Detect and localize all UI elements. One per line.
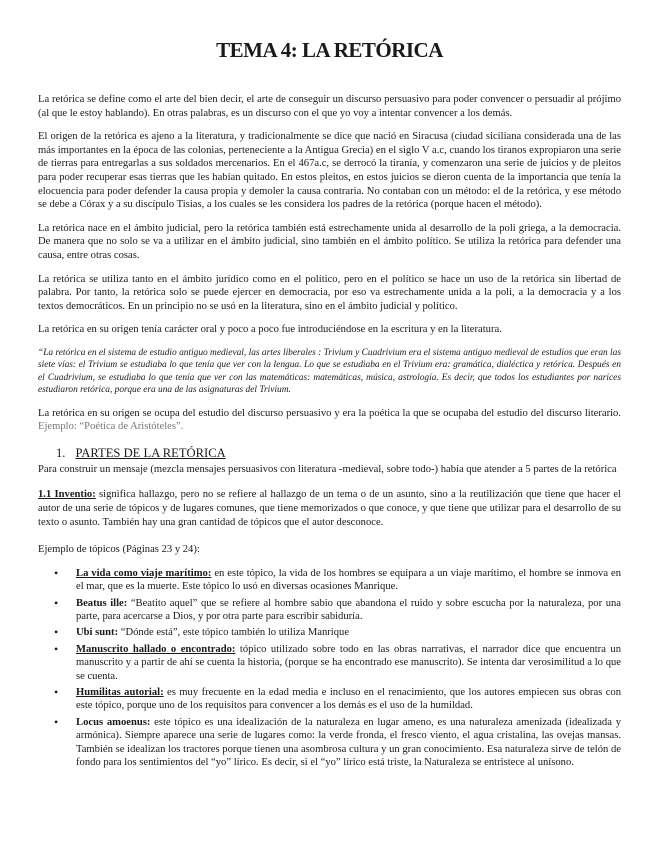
list-item: [54, 714, 621, 770]
topic-text: tópico utilizado sobre todo en las obras narrativas, el narrador dice que encuentra un manuscrito y a partir de ahí se cuenta la historia, (porque se ha encontrado ese manuscrito). Se intenta dar verosimilitud a lo que se cuenta.: [76, 643, 621, 682]
topic-text: en este tópico, la vida de los hombres se equipara a un viaje marítimo, el hombre se inmova en el mar, que es la muerte. Este tópico lo usó en diversas ocasiones Manrique.: [76, 567, 621, 593]
topics-list: [38, 567, 621, 770]
list-item: [54, 641, 621, 683]
topic-text: “Beatito aquel” que se refiere al hombre sabio que abandona el ruido y sobre escucha por la naturaleza, por una parte, para acercarse a Dios, y por otra parte para escribir sabiduría.: [76, 597, 621, 622]
section-title: PARTES DE LA RETÓRICA: [75, 445, 226, 460]
topic-term: Locus amoenus:: [76, 716, 151, 728]
list-item: [54, 565, 621, 594]
bullet-icon: •: [54, 625, 59, 640]
section-intro: Para construir un mensaje (mezcla mensajes persuasivos con literatura -medieval, sobre todo-) había que atender a 5 partes de la retórica: [38, 463, 617, 475]
topic-term: Humilitas autorial:: [76, 686, 164, 698]
paragraph-origin: El origen de la retórica es ajeno a la literatura, y tradicionalmente se dice que nació en Siracusa (ciudad siciliana considerada una de las más importantes en la época de las colonias, perteneciente a la Antigua Grecia) en el siglo V a.c, cuando los tiranos expropiaron una serie de tierras para entregarlas a sus soldados mercenarios. En el 467a.c, se derrocó la tiranía, y comenzaron una serie de juicios y de pleitos para poder recuperar esas tierras que les habían quitado. En estos pleitos, en estos juicios se dieron cuenta de la importancia que tenía la elocuencia para poder defender la causa propia y demoler la causa contraria. No contaban con un método: el de la retórica, y ese método se debe a Córax y a su discípulo Tisias, a los cuales se les considera los padres de la retórica (porque hacen el método).: [38, 131, 621, 211]
paragraph-definition: La retórica se define como el arte del bien decir, el arte de conseguir un discurso persuasivo para poder convencer o persuadir al prójimo (al que le estoy hablando). En otras palabras, es un discurso con el que yo voy a intentar convencer a los demás.: [38, 94, 621, 119]
bullet-icon: •: [54, 641, 59, 656]
topics-heading: Ejemplo de tópicos (Páginas 23 y 24):: [38, 544, 200, 556]
inventio-text: significa hallazgo, pero no se refiere al hallazgo de un tema o de un asunto, sino a la reutilización que tiene que hacer el autor de una serie de tópicos y de lugares comunes, que tiene memorizados o que conoce, y que tiene que utilizar para el desarrollo de su texto o asunto. También hay una gran cantidad de tópicos que el autor desconoce.: [38, 489, 622, 528]
topic-text: este tópico es una idealización de la naturaleza en lugar ameno, es una naturaleza amenizada (idealizada y armónica). Siempre aparece una serie de lugares como: la verde fronda, el fresco viento, el agua cristalina, las ovejas mansas. También se idealizan los tractores porque tienen una asombrosa cultura y un gran conocimiento. Esa naturaleza sirve de telón de fondo para los sentimientos del “yo” lírico. Es decir, si el “yo” lírico está triste, la Naturaleza se entristece al unísono.: [76, 716, 621, 768]
paragraph-inventio: [38, 488, 621, 529]
list-item: [54, 595, 621, 624]
topic-text: “Dónde está”, este tópico también lo utiliza Manrique: [118, 627, 350, 639]
list-item: [54, 684, 622, 713]
inventio-term: 1.1 Inventio:: [38, 489, 96, 501]
topic-term: Manuscrito hallado o encontrado:: [76, 643, 236, 655]
paragraph-poetics: [38, 407, 621, 434]
topic-term: La vida como viaje marítimo:: [76, 567, 212, 579]
paragraph-judicial: La retórica nace en el ámbito judicial, pero la retórica también está estrechamente unida al desarrollo de la poli griega, a la democracia. De manera que no solo se va a utilizar en el ámbito judicial, sino también en el ámbito político. Se utiliza la retórica para defender una causa, entre otras cosas.: [38, 222, 621, 261]
topic-term: Ubi sunt:: [76, 627, 119, 639]
topic-text: es muy frecuente en la edad media e incluso en el renacimiento, que los autores empiecen sus obras con este tópico, porque uno de los requisitos para convencer a los demás es el uso de la humildad.: [76, 686, 622, 712]
paragraph-oral: La retórica en su origen tenía carácter oral y poco a poco fue introduciéndose en la escritura y en la literatura.: [38, 324, 502, 336]
list-item: [54, 625, 621, 640]
bullet-icon: •: [54, 565, 59, 580]
page-title: TEMA 4: LA RETÓRICA: [216, 38, 443, 62]
poetics-text: La retórica en su origen se ocupa del estudio del discurso persuasivo y era la poética la que se ocupaba del estudio del discurso literario.: [38, 407, 621, 419]
section-heading: [38, 446, 621, 461]
section-number: 1.: [56, 445, 66, 460]
bullet-icon: •: [54, 595, 59, 610]
quote-trivium: “La retórica en el sistema de estudio antiguo medieval, las artes liberales : Trivium y Cuadrivium era el sistema antiguo medieval de estudios que eran las siete vías: el Trivium se estudiaba lo que tenía que ver con la lengua. Lo que se estudiaba en el Trivium era: gramática, dialéctica y retórica. Después en el Cuadrivium, se estudiaba lo que tenía que ver con las matemáticas: matemáticas, música, astrología. Es decir, que todos los estudiantes por narices estudiaron retórica, porque era una de las asignaturas del Trivium.: [38, 347, 621, 396]
poetics-example: Ejemplo: “Poética de Aristóteles”.: [38, 421, 184, 433]
paragraph-politics: La retórica se utiliza tanto en el ámbito jurídico como en el político, pero en el político se hace un uso de la retórica sin libertad de palabra. Por tanto, la retórica solo se puede ejercer en democracia, por eso va estrechamente unida a la poli, a la democracia y a los textos democráticos. En un principio no se usó en la literatura, sino en el ámbito judicial y político.: [38, 273, 621, 312]
bullet-icon: •: [54, 684, 59, 699]
topic-term: Beatus ille:: [76, 597, 128, 609]
bullet-icon: •: [54, 714, 59, 729]
